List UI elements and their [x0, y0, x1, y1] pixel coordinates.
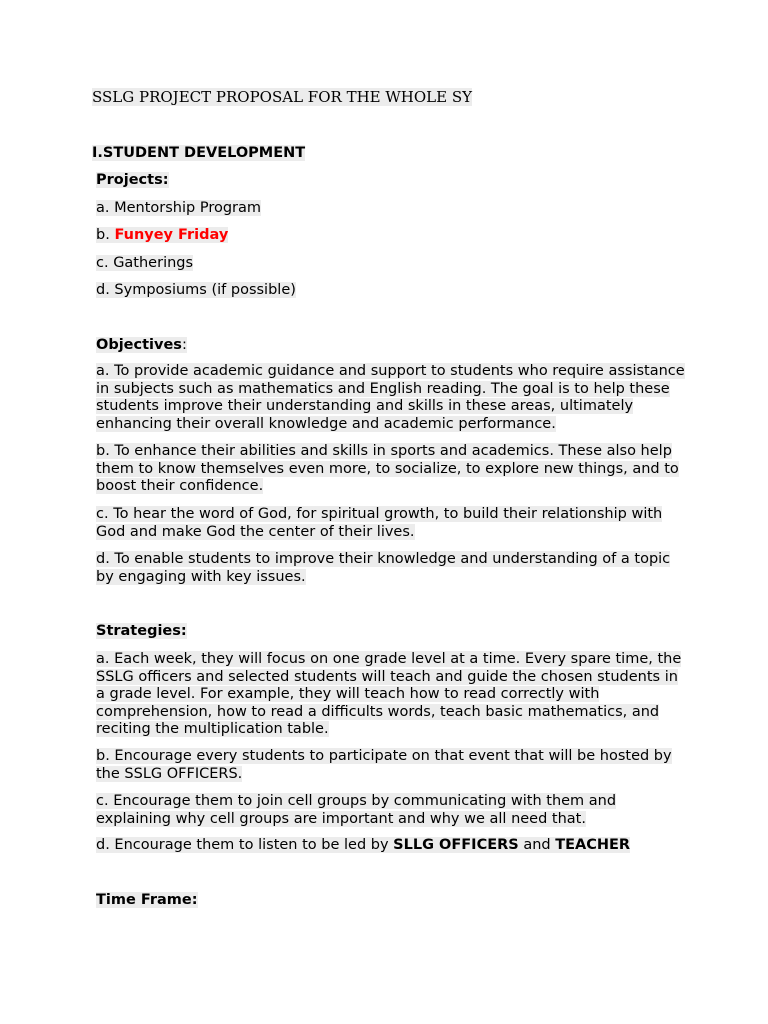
projects-heading: Projects: — [96, 172, 169, 188]
strategy-item-a: a. Each week, they will focus on one grade level at a time. Every spare time, the SSLG officers and selected students will teach and guide the chosen students in a grade level. For example, they will teach how to read correctly with comprehension, how to read a difficults words, teach basic mathematics, and reciting the multiplication table. — [96, 651, 682, 738]
section-heading: I.STUDENT DEVELOPMENT — [92, 145, 306, 161]
project-item-gatherings: c. Gatherings — [96, 255, 194, 271]
strategies-heading: Strategies: — [96, 623, 187, 639]
project-item-mentorship: a. Mentorship Program — [96, 200, 262, 216]
strategy-item-c: c. Encourage them to join cell groups by communicating with them and explaining why cell groups are important and why we all need that. — [96, 793, 617, 827]
objectives-heading: Objectives: — [96, 337, 187, 353]
objective-item-c: c. To hear the word of God, for spiritual growth, to build their relationship with God and make God the center of their lives. — [96, 506, 663, 540]
strategy-item-d: d. Encourage them to listen to be led by SLLG OFFICERS and TEACHER — [96, 837, 631, 853]
funyey-friday-highlight: Funyey Friday — [114, 227, 229, 243]
time-frame-heading: Time Frame: — [96, 892, 198, 908]
strategy-item-b: b. Encourage every students to participate on that event that will be hosted by the SSLG OFFICERS. — [96, 748, 672, 782]
teacher-text: TEACHER — [555, 837, 631, 853]
objective-item-a: a. To provide academic guidance and support to students who require assistance in subjects such as mathematics and English reading. The goal is to help these students improve their understanding and skills in these areas, ultimately enhancing their overall knowledge and academic performance. — [96, 363, 685, 432]
project-item-symposiums: d. Symposiums (if possible) — [96, 282, 296, 298]
document-title: SSLG PROJECT PROPOSAL FOR THE WHOLE SY — [92, 88, 473, 106]
sllg-officers-text: SLLG OFFICERS — [393, 837, 519, 853]
project-item-funyey-friday: b. Funyey Friday — [96, 227, 229, 243]
objective-item-d: d. To enable students to improve their knowledge and understanding of a topic by engaging with key issues. — [96, 551, 671, 585]
objective-item-b: b. To enhance their abilities and skills in sports and academics. These also help them to know themselves even more, to socialize, to explore new things, and to boost their confidence. — [96, 443, 679, 495]
